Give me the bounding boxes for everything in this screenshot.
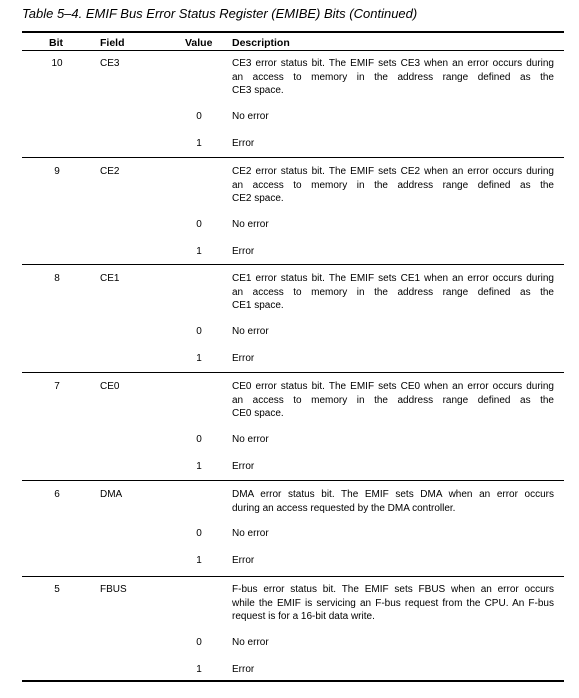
field-name: DMA (100, 489, 123, 500)
bit-value-meaning: No error (232, 110, 269, 122)
field-description (232, 380, 554, 421)
bit-value-meaning: Error (232, 460, 255, 472)
row-separator (22, 480, 564, 481)
row-separator (22, 576, 564, 577)
bit-value: 0 (196, 636, 202, 648)
field-name: CE3 (100, 58, 120, 69)
row-separator (22, 372, 564, 373)
bit-value: 0 (196, 325, 202, 337)
bit-number: 10 (51, 58, 63, 69)
description-line: CE1 space. (232, 300, 284, 311)
table-bottom-rule (22, 680, 564, 682)
bit-number: 8 (54, 273, 60, 284)
field-name: CE0 (100, 381, 120, 392)
field-description (232, 488, 554, 515)
description-line: while the EMIF is servicing an F-bus request from the CPU. An F-bus (232, 597, 554, 609)
bit-value-meaning: No error (232, 528, 269, 539)
description-line: an access to memory in the address range defined as the (232, 179, 554, 191)
bit-value: 0 (196, 110, 202, 122)
table-top-rule (22, 31, 564, 33)
bit-value: 1 (196, 137, 202, 149)
description-line: F-bus error status bit. The EMIF sets FBUS when an error occurs (232, 584, 554, 595)
field-description (232, 583, 554, 624)
description-line: CE0 error status bit. The EMIF sets CE0 when an error occurs during (232, 381, 554, 392)
header-description: Description (232, 37, 290, 49)
bit-value: 1 (196, 663, 202, 675)
header-rule (22, 50, 564, 51)
bit-value: 1 (196, 460, 202, 472)
bit-value-meaning: Error (232, 137, 255, 149)
field-description (232, 165, 554, 206)
bit-value-meaning: No error (232, 636, 269, 648)
bit-value-meaning: No error (232, 218, 269, 230)
table-caption: Table 5–4. EMIF Bus Error Status Register (EMIBE) Bits (Continued) (22, 6, 418, 21)
bit-value-meaning: Error (232, 555, 255, 566)
bit-value: 0 (196, 528, 202, 539)
bit-number: 6 (54, 489, 60, 500)
header-field: Field (100, 37, 125, 49)
description-line: an access to memory in the address range defined as the (232, 394, 554, 406)
row-separator (22, 157, 564, 158)
description-line: request is for a 16-bit data write. (232, 611, 375, 622)
bit-value-meaning: Error (232, 352, 255, 364)
field-name: FBUS (100, 584, 127, 595)
bit-value: 1 (196, 245, 202, 257)
header-bit: Bit (49, 37, 63, 49)
description-line: CE3 error status bit. The EMIF sets CE3 when an error occurs during (232, 58, 554, 69)
header-value: Value (185, 37, 213, 49)
bit-number: 9 (54, 166, 60, 177)
bit-number: 5 (54, 584, 60, 595)
bit-value-meaning: Error (232, 663, 255, 675)
description-line: an access to memory in the address range defined as the (232, 71, 554, 83)
bit-value: 1 (196, 352, 202, 364)
description-line: CE2 space. (232, 193, 284, 204)
field-description (232, 57, 554, 98)
row-separator (22, 264, 564, 265)
description-line: CE1 error status bit. The EMIF sets CE1 when an error occurs during (232, 273, 554, 284)
description-line: an access to memory in the address range defined as the (232, 286, 554, 298)
description-line: CE3 space. (232, 85, 284, 96)
bit-value: 0 (196, 218, 202, 230)
field-name: CE1 (100, 273, 120, 284)
bit-number: 7 (54, 381, 60, 392)
description-line: during an access requested by the DMA controller. (232, 502, 456, 514)
bit-value: 0 (196, 433, 202, 445)
description-line: CE2 error status bit. The EMIF sets CE2 when an error occurs during (232, 166, 554, 177)
description-line: CE0 space. (232, 408, 284, 419)
field-description (232, 272, 554, 313)
bit-value-meaning: No error (232, 433, 269, 445)
description-line: DMA error status bit. The EMIF sets DMA when an error occurs (232, 489, 554, 500)
bit-value: 1 (196, 555, 202, 566)
bit-value-meaning: No error (232, 325, 269, 337)
field-name: CE2 (100, 166, 120, 177)
bit-value-meaning: Error (232, 245, 255, 257)
